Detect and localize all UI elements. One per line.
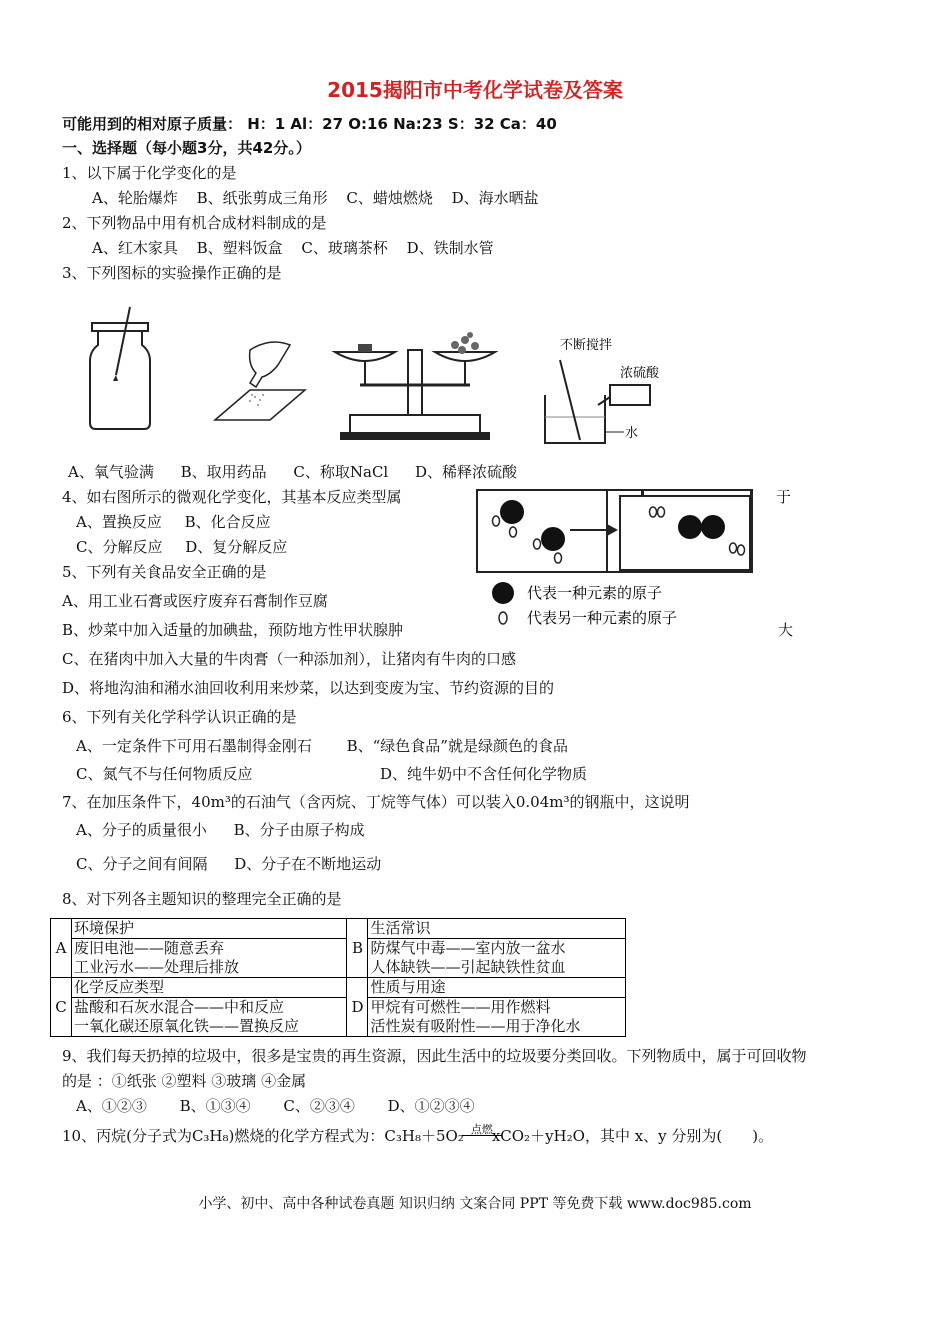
cell-a-line1: 废旧电池——随意丢弃 [72, 939, 347, 959]
q10-stem [62, 1123, 774, 1146]
cell-d-line2: 活性炭有吸附性——用于净化水 [368, 1017, 626, 1037]
dilute-acid-figure [540, 335, 670, 450]
q5-option-b: B、炒菜中加入适量的加碘盐，预防地方性甲状腺肿 [62, 621, 404, 639]
q10-condition: 点燃 [462, 1124, 502, 1136]
cell-b-line1: 防煤气中毒——室内放一盆水 [368, 939, 626, 959]
q9-stem-line2: 的是 ：①纸张 ②塑料 ③玻璃 ④金属 [62, 1072, 307, 1090]
atomic-masses: 可能用到的相对原子质量： H：1 Al：27 O:16 Na:23 S：32 Ca：40 [62, 115, 557, 133]
q4-stem: 4、如右图所示的微观化学变化，其基本反应类型属 [62, 488, 402, 506]
q2-stem: 2、下列物品中用有机合成材料制成的是 [62, 214, 327, 232]
cell-c-line1: 盐酸和石灰水混合——中和反应 [72, 998, 347, 1018]
q10-stem-b: xCO₂＋yH₂O，其中 x、y 分别为( )。 [491, 1127, 774, 1145]
cell-letter-d: D [347, 978, 368, 1037]
cell-b-line2: 人体缺铁——引起缺铁性贫血 [368, 958, 626, 978]
cell-d-line1: 甲烷有可燃性——用作燃料 [368, 998, 626, 1018]
q7-options-cd: C、分子之间有间隔 D、分子在不断地运动 [76, 855, 382, 873]
q1-options: A、轮胎爆炸 B、纸张剪成三角形 C、蜡烛燃烧 D、海水晒盐 [92, 189, 539, 207]
q3-options: A、氧气验满 B、取用药品 C、称取NaCl D、稀释浓硫酸 [68, 463, 518, 481]
q4-options-1: A、置换反应 B、化合反应 [76, 513, 271, 531]
q6-options-ab: A、一定条件下可用石墨制得金刚石 B、“绿色食品”就是绿颜色的食品 [76, 737, 568, 755]
legend-light-atom: 代表另一种元素的原子 [527, 609, 678, 627]
acid-label: 浓硫酸 [620, 366, 660, 381]
q8-stem: 8、对下列各主题知识的整理完全正确的是 [62, 890, 342, 908]
cell-c-head: 化学反应类型 [72, 978, 347, 998]
q7-stem: 7、在加压条件下，40m³的石油气（含丙烷、丁烷等气体）可以装入0.04m³的钢瓶中，这说明 [62, 793, 690, 811]
cell-letter-c: C [51, 978, 72, 1037]
q3-stem: 3、下列图标的实验操作正确的是 [62, 264, 282, 282]
micro-reaction-figure [475, 488, 755, 630]
q5-option-b-tail: 大 [778, 621, 794, 639]
q4-options-2: C、分解反应 D、复分解反应 [76, 538, 288, 556]
page-footer: 小学、初中、高中各种试卷真题 知识归纳 文案合同 PPT 等免费下载 www.doc985.com [198, 1196, 752, 1212]
balance-figure [330, 330, 500, 445]
q9-options: A、①②③ B、①③④ C、②③④ D、①②③④ [76, 1097, 475, 1115]
oxygen-test-figure [80, 305, 160, 435]
cell-a-head: 环境保护 [72, 919, 347, 939]
q6-stem: 6、下列有关化学科学认识正确的是 [62, 708, 297, 726]
q5-option-a: A、用工业石膏或医疗废弃石膏制作豆腐 [62, 592, 328, 610]
section-heading: 一、选择题（每小题3分，共42分。） [62, 139, 311, 157]
q2-options: A、红木家具 B、塑料饭盒 C、玻璃茶杯 D、铁制水管 [92, 239, 494, 257]
q7-options-ab: A、分子的质量很小 B、分子由原子构成 [76, 821, 365, 839]
q9-stem-line1: 9、我们每天扔掉的垃圾中，很多是宝贵的再生资源，因此生活中的垃圾要分类回收。下列物质中，属于可回收物 [62, 1047, 807, 1065]
q10-stem-a: 10、丙烷(分子式为C₃H₈)燃烧的化学方程式为：C₃H₈＋5O₂ [62, 1127, 464, 1145]
take-chemical-figure [190, 335, 310, 430]
knowledge-table [50, 918, 626, 1037]
cell-c-line2: 一氧化碳还原氧化铁——置换反应 [72, 1017, 347, 1037]
q6-option-c: C、氮气不与任何物质反应 [76, 765, 253, 783]
legend-dark-atom: 代表一种元素的原子 [527, 584, 663, 602]
cell-letter-a: A [51, 919, 72, 978]
q1-stem: 1、以下属于化学变化的是 [62, 164, 237, 182]
water-label: 水 [625, 426, 639, 441]
page-title: 2015揭阳市中考化学试卷及答案 [327, 78, 623, 102]
q5-stem: 5、下列有关食品安全正确的是 [62, 563, 267, 581]
cell-d-head: 性质与用途 [368, 978, 626, 998]
q5-option-c: C、在猪肉中加入大量的牛肉膏（一种添加剂），让猪肉有牛肉的口感 [62, 650, 516, 668]
cell-b-head: 生活常识 [368, 919, 626, 939]
q4-stem-tail: 于 [776, 488, 792, 506]
stir-label: 不断搅拌 [560, 338, 613, 353]
q5-option-d: D、将地沟油和潲水油回收利用来炒菜，以达到变废为宝、节约资源的目的 [62, 679, 555, 697]
q6-option-d: D、纯牛奶中不含任何化学物质 [380, 765, 588, 783]
cell-a-line2: 工业污水——处理后排放 [72, 958, 347, 978]
cell-letter-b: B [347, 919, 368, 978]
